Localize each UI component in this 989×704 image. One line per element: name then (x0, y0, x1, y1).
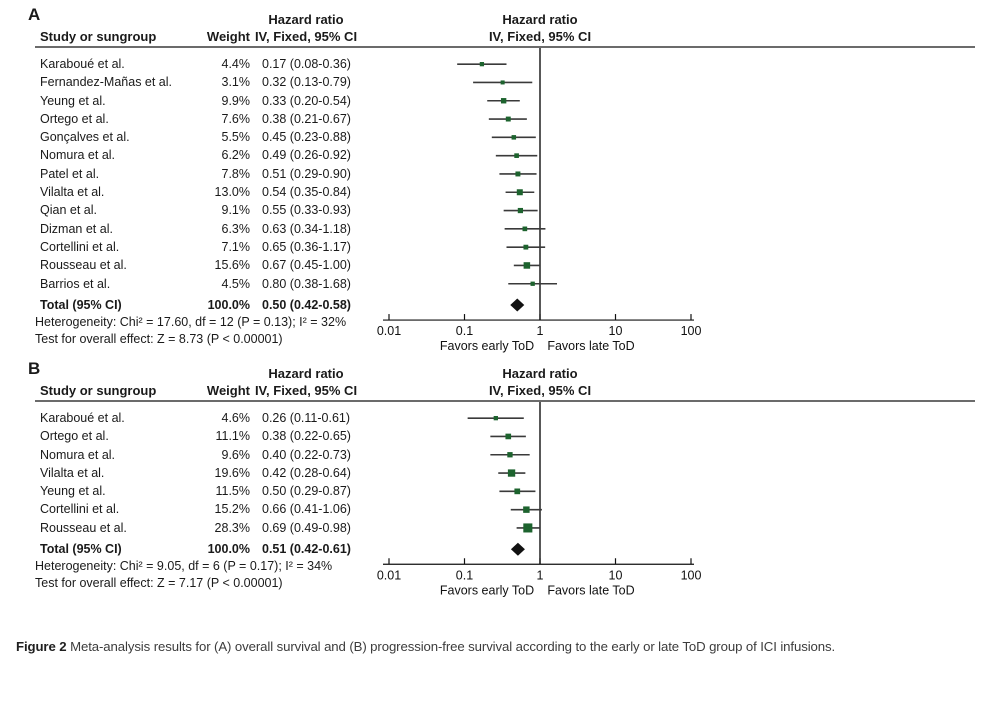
study-weight: 15.6% (214, 258, 250, 273)
plot-header-hazard-ratio: Hazard ratio (502, 12, 578, 27)
study-hr-ci: 0.54 (0.35-0.84) (262, 185, 351, 200)
study-hr-ci: 0.17 (0.08-0.36) (262, 57, 351, 71)
hr-marker (531, 282, 535, 286)
column-header-study: Study or sungroup (40, 29, 157, 44)
study-row (0, 183, 383, 201)
study-hr-ci: 0.38 (0.22-0.65) (262, 429, 351, 444)
study-hr-ci: 0.65 (0.36-1.17) (262, 239, 351, 254)
hr-marker (514, 489, 520, 495)
study-row (0, 201, 383, 219)
study-hr-ci: 0.49 (0.26-0.92) (262, 148, 351, 163)
hr-marker (524, 262, 531, 269)
total-weight: 100.0% (207, 542, 250, 557)
hr-marker (517, 189, 523, 195)
column-header-hazard-ratio-left: Hazard ratio (268, 366, 344, 381)
hr-marker (506, 117, 511, 122)
study-row (0, 446, 383, 464)
study-weight: 4.4% (221, 57, 250, 71)
study-weight: 11.5% (215, 484, 250, 499)
study-row (0, 92, 383, 110)
study-row (0, 128, 383, 146)
study-name: Fernandez-Mañas et al. (40, 75, 173, 90)
study-weight: 15.2% (214, 502, 250, 517)
study-hr-ci: 0.38 (0.21-0.67) (262, 111, 351, 126)
column-header-weight: Weight (206, 29, 250, 44)
axis-tick-label: 1 (536, 324, 544, 339)
study-hr-ci: 0.26 (0.11-0.61) (262, 411, 351, 425)
favors-left-label: Favors early ToD (439, 583, 535, 598)
hr-marker (494, 416, 498, 420)
study-name: Cortellini et al. (40, 502, 120, 517)
study-row (0, 256, 383, 274)
study-weight: 3.1% (221, 75, 250, 90)
axis-tick-label: 0.01 (376, 324, 402, 339)
favors-left-label: Favors early ToD (439, 339, 535, 354)
study-row (0, 238, 383, 256)
hr-marker (523, 227, 528, 232)
total-hr-ci: 0.50 (0.42-0.58) (262, 297, 351, 312)
study-row (0, 427, 383, 445)
axis-tick-label: 0.1 (455, 324, 474, 339)
column-header-study: Study or sungroup (40, 383, 157, 398)
hr-marker (505, 434, 511, 440)
study-weight: 6.2% (221, 148, 250, 163)
study-weight: 5.5% (221, 130, 250, 145)
study-weight: 7.6% (221, 111, 250, 126)
study-weight: 9.1% (221, 203, 250, 218)
study-hr-ci: 0.80 (0.38-1.68) (262, 276, 351, 291)
study-hr-ci: 0.50 (0.29-0.87) (262, 484, 351, 499)
plot-header-iv-fixed-ci: IV, Fixed, 95% CI (488, 29, 592, 44)
axis-tick-label: 1 (536, 568, 544, 583)
hr-marker (508, 469, 515, 476)
column-header-weight: Weight (206, 383, 250, 398)
study-hr-ci: 0.51 (0.29-0.90) (262, 166, 351, 181)
total-label: Total (95% CI) (40, 297, 122, 312)
study-row (0, 55, 383, 73)
study-name: Gonçalves et al. (40, 130, 130, 145)
study-hr-ci: 0.66 (0.41-1.06) (262, 502, 351, 517)
panel-b-label: B (28, 359, 41, 378)
study-row (0, 146, 383, 164)
study-hr-ci: 0.63 (0.34-1.18) (262, 221, 351, 236)
hr-marker (514, 153, 519, 158)
study-name: Vilalta et al. (40, 465, 105, 480)
total-hr-ci: 0.51 (0.42-0.61) (262, 542, 351, 557)
figure-caption (16, 632, 966, 662)
study-weight: 9.6% (221, 447, 250, 462)
study-table (0, 48, 383, 314)
column-header-iv-fixed-ci: IV, Fixed, 95% CI (254, 383, 358, 398)
forest-panel-b (0, 359, 989, 606)
forest-panel-a (0, 5, 989, 362)
total-weight: 100.0% (207, 297, 250, 312)
hr-marker (518, 208, 523, 213)
forest-plot (376, 402, 713, 604)
study-name: Dizman et al. (40, 221, 113, 236)
hr-marker (501, 80, 505, 84)
column-header-hazard-ratio-left: Hazard ratio (268, 12, 344, 27)
study-hr-ci: 0.55 (0.33-0.93) (262, 203, 351, 218)
axis-tick-label: 10 (608, 568, 623, 583)
study-name: Cortellini et al. (40, 239, 120, 254)
hr-marker (480, 62, 484, 66)
favors-right-label: Favors late ToD (547, 583, 635, 598)
plot-header-iv-fixed-ci: IV, Fixed, 95% CI (488, 383, 592, 398)
figure-2 (0, 5, 989, 662)
axis-tick-label: 0.01 (376, 568, 402, 583)
hr-marker (501, 98, 506, 103)
study-name: Qian et al. (40, 203, 97, 218)
study-hr-ci: 0.45 (0.23-0.88) (262, 130, 351, 145)
heterogeneity-text: Heterogeneity: Chi² = 17.60, df = 12 (P = 0.13); I² = 32% (35, 315, 347, 329)
study-name: Ortego et al. (40, 429, 109, 444)
study-weight: 7.1% (221, 239, 250, 254)
study-row (0, 464, 383, 482)
axis-tick-label: 10 (608, 324, 623, 339)
study-hr-ci: 0.40 (0.22-0.73) (262, 447, 351, 462)
study-row (0, 409, 383, 427)
study-hr-ci: 0.67 (0.45-1.00) (262, 258, 351, 273)
study-row (0, 482, 383, 500)
study-row (0, 275, 383, 293)
figure-caption-text: Meta-analysis results for (A) overall survival and (B) progression-free survival according to the early or late ToD group of ICI infusions. (70, 639, 836, 654)
study-row (0, 220, 383, 238)
hr-marker (523, 506, 529, 512)
total-row (0, 296, 383, 314)
forest-plot (376, 48, 713, 360)
plot-header-hazard-ratio: Hazard ratio (502, 366, 578, 381)
study-name: Nomura et al. (40, 447, 116, 462)
overall-effect-text: Test for overall effect: Z = 8.73 (P < 0.00001) (35, 332, 283, 346)
study-weight: 11.1% (215, 429, 250, 444)
study-weight: 6.3% (221, 221, 250, 236)
total-row (0, 540, 383, 558)
study-hr-ci: 0.42 (0.28-0.64) (262, 465, 351, 480)
study-row (0, 500, 383, 518)
axis-tick-label: 100 (680, 324, 702, 339)
overall-effect-text: Test for overall effect: Z = 7.17 (P < 0.00001) (35, 576, 283, 590)
summary-diamond (511, 543, 525, 556)
study-name: Rousseau et al. (40, 258, 127, 273)
study-hr-ci: 0.32 (0.13-0.79) (262, 75, 351, 90)
study-name: Karaboué et al. (40, 57, 125, 71)
study-table (0, 402, 383, 558)
heterogeneity-text: Heterogeneity: Chi² = 9.05, df = 6 (P = 0.17); I² = 34% (35, 559, 333, 573)
hr-marker (507, 452, 512, 457)
study-name: Yeung et al. (40, 484, 106, 499)
study-row (0, 519, 383, 537)
study-weight: 7.8% (221, 166, 250, 181)
study-name: Vilalta et al. (40, 185, 105, 200)
study-row (0, 165, 383, 183)
figure-caption-label: Figure 2 (16, 639, 67, 654)
study-row (0, 110, 383, 128)
column-header-iv-fixed-ci: IV, Fixed, 95% CI (254, 29, 358, 44)
study-weight: 28.3% (214, 520, 250, 535)
study-weight: 9.9% (221, 93, 250, 108)
hr-marker (523, 523, 532, 532)
hr-marker (515, 171, 520, 176)
study-hr-ci: 0.69 (0.49-0.98) (262, 520, 351, 535)
study-weight: 4.5% (221, 276, 250, 291)
study-name: Barrios et al. (40, 276, 111, 291)
axis-tick-label: 100 (680, 568, 702, 583)
study-weight: 13.0% (214, 185, 250, 200)
study-name: Patel et al. (40, 166, 100, 181)
study-name: Ortego et al. (40, 111, 109, 126)
study-name: Yeung et al. (40, 93, 106, 108)
favors-right-label: Favors late ToD (547, 339, 635, 354)
axis-tick-label: 0.1 (455, 568, 474, 583)
study-hr-ci: 0.33 (0.20-0.54) (262, 93, 351, 108)
total-label: Total (95% CI) (40, 542, 122, 557)
study-name: Rousseau et al. (40, 520, 127, 535)
study-name: Karaboué et al. (40, 411, 125, 425)
study-row (0, 73, 383, 91)
hr-marker (512, 135, 517, 140)
hr-marker (523, 245, 528, 250)
panel-a-label: A (28, 5, 41, 24)
study-weight: 4.6% (221, 411, 250, 425)
study-name: Nomura et al. (40, 148, 116, 163)
study-weight: 19.6% (214, 465, 250, 480)
summary-diamond (510, 299, 524, 312)
